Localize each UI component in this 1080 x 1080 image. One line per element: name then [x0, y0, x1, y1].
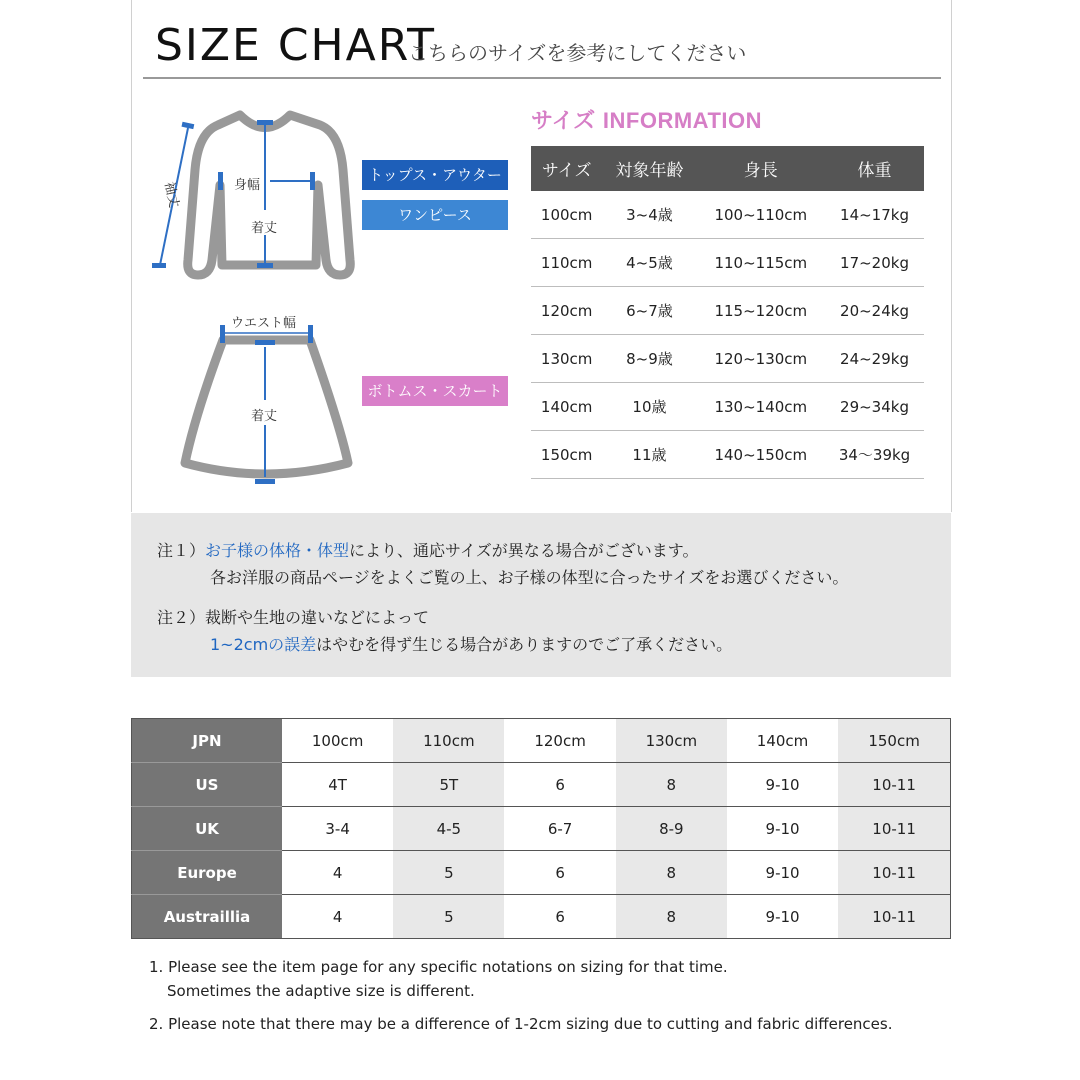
footnote-1-line-1: 1. Please see the item page for any specific notations on sizing for that time. [149, 958, 728, 976]
note-2-line-2 [210, 632, 732, 655]
cell-age: 8~9歳 [602, 335, 696, 383]
cell-size: 120cm [531, 287, 602, 335]
note-2-highlight: 1~2cmの誤差 [210, 635, 317, 654]
table-row [531, 431, 924, 479]
cell-height: 130~140cm [697, 383, 825, 431]
table-cell: 9-10 [727, 851, 838, 895]
col-size: サイズ [531, 146, 602, 191]
note-1-line-1 [157, 538, 698, 561]
cell-age: 6~7歳 [602, 287, 696, 335]
table-cell: 5 [393, 895, 504, 939]
table-cell: 8 [616, 763, 727, 807]
note-1-line-2: 各お洋服の商品ページをよくご覧の上、お子様の体型に合ったサイズをお選びください。 [210, 568, 849, 587]
table-row [132, 807, 951, 851]
table-cell: 4-5 [393, 807, 504, 851]
col-weight: 体重 [825, 146, 924, 191]
size-conversion-table [131, 718, 951, 939]
table-row [531, 287, 924, 335]
table-cell: 5 [393, 851, 504, 895]
table-cell: 8 [616, 851, 727, 895]
cell-height: 110~115cm [697, 239, 825, 287]
info-heading-en: INFORMATION [602, 108, 762, 133]
col-height: 身長 [697, 146, 825, 191]
table-cell: 4T [282, 763, 393, 807]
cell-age: 4~5歳 [602, 239, 696, 287]
note-2-text: 裁断や生地の違いなどによって [205, 608, 430, 627]
footnote-2: 2. Please note that there may be a difference of 1-2cm sizing due to cutting and fabric differences. [149, 1015, 893, 1033]
table-row [531, 335, 924, 383]
length-label-top: 着丈 [251, 221, 278, 236]
length-label-bottom: 着丈 [251, 409, 278, 424]
table-cell: 110cm [393, 719, 504, 763]
table-row [531, 239, 924, 287]
table-cell: 120cm [504, 719, 615, 763]
table-row [531, 191, 924, 239]
table-cell: 8 [616, 895, 727, 939]
table-cell: 8-9 [616, 807, 727, 851]
table-cell: 10-11 [838, 895, 950, 939]
row-label: Austraillia [132, 895, 283, 939]
table-cell: 130cm [616, 719, 727, 763]
cell-size: 140cm [531, 383, 602, 431]
table-row [132, 719, 951, 763]
size-table-header [531, 146, 924, 191]
sleeve-label: 袖丈 [161, 180, 182, 210]
cell-weight: 14~17kg [825, 191, 924, 239]
table-cell: 10-11 [838, 851, 950, 895]
table-cell: 4 [332, 907, 343, 926]
table-cell: 6 [504, 851, 615, 895]
table-row [132, 851, 951, 895]
cell-age: 3~4歳 [602, 191, 696, 239]
page-title: SIZE CHART [155, 20, 436, 71]
col-age: 対象年齢 [602, 146, 696, 191]
info-heading [531, 104, 762, 135]
table-cell: 10-11 [838, 763, 950, 807]
row-label: Europe [132, 851, 283, 895]
table-cell: 9-10 [765, 907, 800, 926]
garment-diagram [140, 95, 360, 495]
footnote-1-line-2: Sometimes the adaptive size is different. [167, 982, 475, 1000]
table-row [132, 763, 951, 807]
cell-height: 100~110cm [697, 191, 825, 239]
size-info-table [531, 146, 924, 479]
tag-tops-outer: トップス・アウター [362, 160, 508, 190]
row-label: UK [132, 807, 283, 851]
table-cell: 4 [282, 851, 393, 895]
table-row [132, 895, 951, 939]
table-cell: 9-10 [727, 763, 838, 807]
note-2-prefix: 注２） [157, 608, 206, 627]
cell-height: 140~150cm [697, 431, 825, 479]
note-1-prefix: 注１） [157, 541, 206, 560]
table-cell: 6 [504, 763, 615, 807]
cell-weight: 17~20kg [825, 239, 924, 287]
width-label: 身幅 [234, 178, 261, 193]
table-cell: 140cm [727, 719, 838, 763]
row-label: JPN [132, 719, 283, 763]
cell-size: 100cm [531, 191, 602, 239]
cell-age: 11歳 [602, 431, 696, 479]
cell-weight: 20~24kg [825, 287, 924, 335]
cell-size: 110cm [531, 239, 602, 287]
waist-label: ウエスト幅 [231, 316, 297, 331]
cell-weight: 29~34kg [825, 383, 924, 431]
sweater-illustration [188, 115, 351, 275]
tag-bottoms-skirt: ボトムス・スカート [362, 376, 508, 406]
notes-box [131, 513, 951, 677]
info-heading-jp: サイズ [531, 109, 596, 134]
table-cell: 6-7 [504, 807, 615, 851]
cell-size: 150cm [531, 431, 602, 479]
cell-age: 10歳 [602, 383, 696, 431]
cell-size: 130cm [531, 335, 602, 383]
title-divider [143, 77, 941, 79]
cell-weight: 24~29kg [825, 335, 924, 383]
note-1-highlight: お子様の体格・体型 [205, 541, 350, 560]
note-2-rest: はやむを得ず生じる場合がありますのでご了承ください。 [316, 635, 733, 654]
table-cell: 3-4 [282, 807, 393, 851]
table-row [531, 383, 924, 431]
table-cell: 6 [555, 907, 565, 926]
table-cell: 150cm [838, 719, 950, 763]
note-2-line-1 [157, 605, 429, 628]
cell-weight: 34～39kg [825, 431, 924, 479]
table-cell: 10-11 [838, 807, 950, 851]
note-1-text: により、通応サイズが異なる場合がございます。 [349, 541, 699, 560]
cell-height: 120~130cm [697, 335, 825, 383]
table-cell: 100cm [282, 719, 393, 763]
cell-height: 115~120cm [697, 287, 825, 335]
table-cell: 5T [393, 763, 504, 807]
table-cell: 9-10 [727, 807, 838, 851]
page-subtitle: こちらのサイズを参考にしてください [408, 41, 747, 65]
tag-onepiece: ワンピース [362, 200, 508, 230]
row-label: US [132, 763, 283, 807]
